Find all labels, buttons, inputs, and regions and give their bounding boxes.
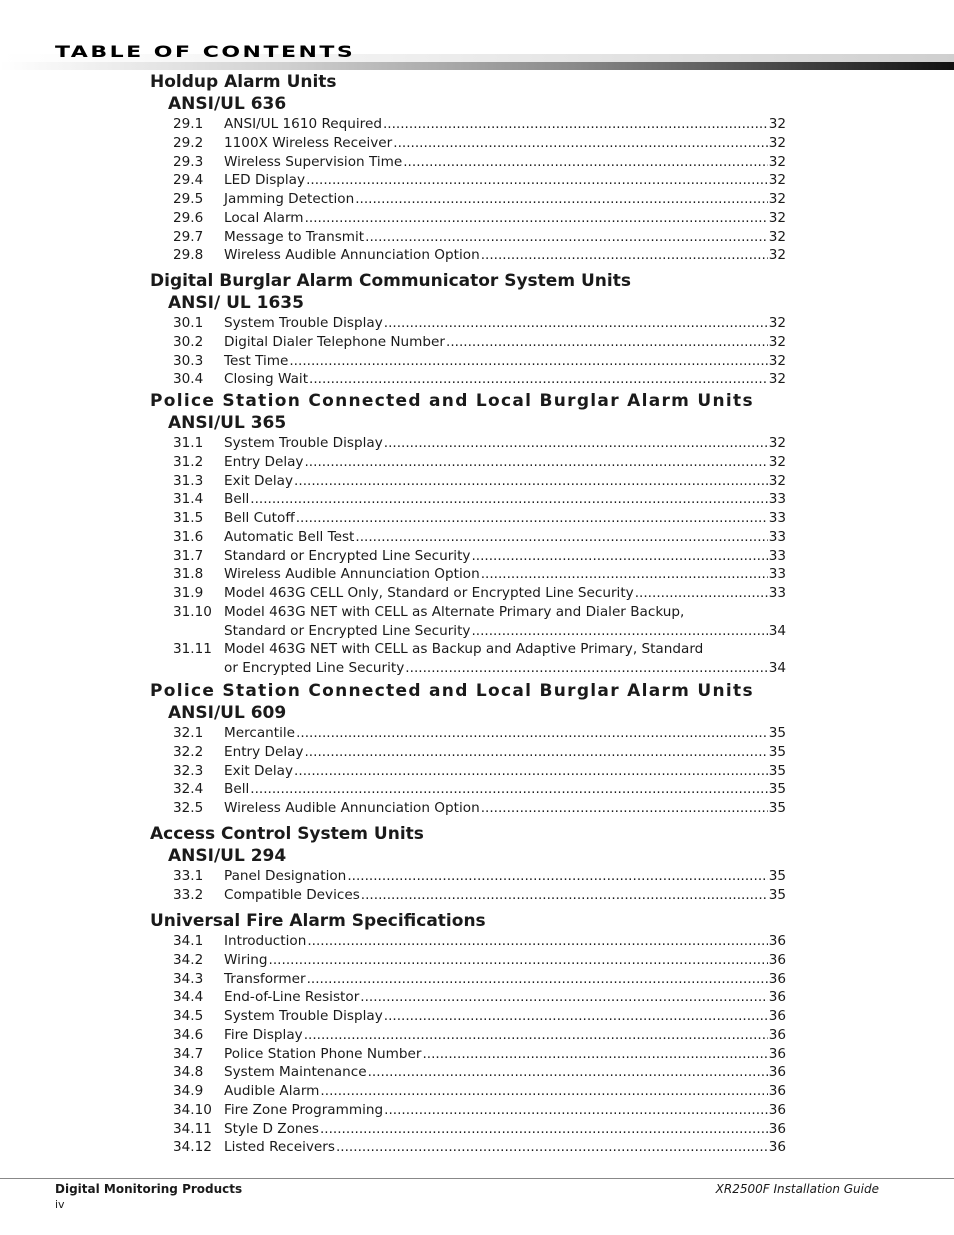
footer-rule bbox=[0, 1178, 954, 1179]
toc-entry[interactable] bbox=[150, 1026, 810, 1045]
footer-company: Digital Monitoring Products bbox=[55, 1182, 243, 1196]
entry-page-number: 32 bbox=[768, 134, 786, 151]
toc-section bbox=[150, 71, 810, 265]
entry-title: Introduction bbox=[224, 933, 307, 949]
entry-number: 29.6 bbox=[173, 209, 204, 226]
entry-title: Panel Designation bbox=[224, 868, 347, 884]
dot-leader bbox=[336, 1138, 768, 1157]
toc-entry[interactable] bbox=[150, 115, 810, 134]
entry-title: System Trouble Display bbox=[224, 315, 383, 331]
entry-number: 34.2 bbox=[173, 951, 204, 968]
entry-number: 33.2 bbox=[173, 886, 204, 903]
entry-title: Jamming Detection bbox=[224, 191, 355, 207]
entry-number: 34.1 bbox=[173, 933, 204, 949]
toc-entry[interactable] bbox=[150, 370, 810, 389]
section-subtitle: ANSI/UL 609 bbox=[168, 703, 287, 723]
dot-leader bbox=[289, 352, 767, 371]
entry-page-number: 33 bbox=[768, 528, 786, 545]
entry-page-number: 34 bbox=[768, 622, 786, 639]
entry-number: 31.7 bbox=[173, 547, 204, 564]
entry-number: 29.8 bbox=[173, 247, 204, 264]
toc-entry[interactable] bbox=[150, 228, 810, 247]
entry-title: Model 463G CELL Only, Standard or Encrypted Line Security bbox=[224, 585, 634, 601]
entry-number: 34.5 bbox=[173, 1008, 204, 1024]
entry-title: Bell bbox=[224, 491, 250, 508]
entry-title: LED Display bbox=[224, 172, 306, 189]
toc-section bbox=[150, 680, 810, 818]
dot-leader bbox=[305, 209, 768, 228]
dot-leader bbox=[360, 988, 767, 1007]
dot-leader bbox=[405, 659, 767, 678]
entry-title: Wireless Supervision Time bbox=[224, 153, 403, 170]
toc-entry[interactable] bbox=[150, 1138, 810, 1157]
dot-leader bbox=[250, 780, 767, 799]
entry-page-number: 33 bbox=[768, 585, 786, 601]
dot-leader bbox=[481, 246, 768, 265]
toc-entry[interactable] bbox=[150, 134, 810, 153]
dot-leader bbox=[446, 333, 768, 352]
toc-entry[interactable] bbox=[150, 153, 810, 172]
dot-leader bbox=[384, 1007, 768, 1026]
entry-number: 31.11 bbox=[173, 641, 212, 658]
entry-page-number: 32 bbox=[768, 352, 786, 369]
toc-entry[interactable] bbox=[150, 490, 810, 509]
entry-number: 34.9 bbox=[173, 1083, 204, 1099]
entry-title: Wiring bbox=[224, 951, 268, 968]
toc-entry[interactable] bbox=[150, 333, 810, 352]
entry-number: 29.4 bbox=[173, 172, 204, 189]
entry-title: Audible Alarm bbox=[224, 1083, 320, 1099]
dot-leader bbox=[294, 472, 768, 491]
entry-page-number: 32 bbox=[768, 472, 786, 489]
dot-leader bbox=[471, 547, 767, 566]
entry-title: Transformer bbox=[224, 970, 306, 987]
entry-page-number: 35 bbox=[768, 868, 786, 884]
entry-title: Message to Transmit bbox=[224, 228, 365, 245]
toc-entry[interactable] bbox=[150, 509, 810, 528]
toc-entry[interactable] bbox=[150, 472, 810, 491]
dot-leader bbox=[361, 886, 768, 905]
dot-leader bbox=[294, 762, 768, 781]
entry-title: ANSI/UL 1610 Required bbox=[224, 116, 382, 132]
section-title: Digital Burglar Alarm Communicator System Units bbox=[150, 271, 631, 291]
entry-title: Digital Dialer Telephone Number bbox=[224, 333, 445, 350]
toc-entry[interactable] bbox=[150, 640, 810, 678]
entry-title: Exit Delay bbox=[224, 472, 294, 489]
dot-leader bbox=[307, 932, 767, 951]
entry-title: Standard or Encrypted Line Security bbox=[224, 547, 471, 564]
entry-title-continued: Standard or Encrypted Line Security bbox=[224, 622, 471, 639]
entry-title: 1100X Wireless Receiver bbox=[224, 134, 393, 151]
entry-page-number: 36 bbox=[768, 1064, 786, 1081]
entry-number: 31.10 bbox=[173, 603, 212, 620]
entry-title: Bell Cutoff bbox=[224, 510, 295, 526]
toc-entry[interactable] bbox=[150, 547, 810, 566]
entry-title: Wireless Audible Annunciation Option bbox=[224, 566, 480, 583]
entry-title: Compatible Devices bbox=[224, 886, 360, 903]
section-subtitle: ANSI/ UL 1635 bbox=[168, 293, 304, 313]
entry-page-number: 32 bbox=[768, 247, 786, 264]
entry-page-number: 32 bbox=[768, 116, 786, 132]
entry-page-number: 36 bbox=[768, 1045, 786, 1062]
entry-number: 30.2 bbox=[173, 333, 204, 350]
entry-page-number: 32 bbox=[768, 315, 786, 331]
entry-title: System Maintenance bbox=[224, 1064, 367, 1081]
entry-number: 31.9 bbox=[173, 585, 204, 601]
entry-title: Wireless Audible Annunciation Option bbox=[224, 247, 480, 264]
dot-leader bbox=[471, 622, 767, 641]
toc-entry[interactable] bbox=[150, 565, 810, 584]
entry-number: 30.1 bbox=[173, 315, 204, 331]
dot-leader bbox=[481, 799, 768, 818]
entry-number: 32.2 bbox=[173, 743, 204, 760]
entry-page-number: 36 bbox=[768, 1139, 786, 1156]
dot-leader bbox=[365, 228, 768, 247]
toc-entry[interactable] bbox=[150, 1007, 810, 1026]
dot-leader bbox=[403, 153, 767, 172]
dot-leader bbox=[309, 370, 768, 389]
toc-entry[interactable] bbox=[150, 743, 810, 762]
section-subtitle: ANSI/UL 365 bbox=[168, 413, 287, 433]
entry-page-number: 32 bbox=[768, 435, 786, 451]
entry-number: 34.3 bbox=[173, 970, 204, 987]
entry-number: 34.11 bbox=[173, 1120, 212, 1137]
dot-leader bbox=[320, 1120, 768, 1139]
section-subtitle: ANSI/UL 636 bbox=[168, 94, 287, 114]
toc-entry[interactable] bbox=[150, 1063, 810, 1082]
toc-entry[interactable] bbox=[150, 1082, 810, 1101]
section-title: Universal Fire Alarm Specifications bbox=[150, 911, 486, 931]
entry-page-number: 36 bbox=[768, 1120, 786, 1137]
entry-number: 34.7 bbox=[173, 1045, 204, 1062]
dot-leader bbox=[306, 171, 768, 190]
toc-entry[interactable] bbox=[150, 584, 810, 603]
dot-leader bbox=[383, 115, 768, 134]
entry-number: 32.5 bbox=[173, 800, 204, 816]
entry-title: Automatic Bell Test bbox=[224, 528, 355, 545]
toc-entry[interactable] bbox=[150, 886, 810, 905]
entry-title: Bell bbox=[224, 781, 250, 798]
entry-number: 30.4 bbox=[173, 371, 204, 388]
entry-number: 34.4 bbox=[173, 989, 204, 1006]
toc-section bbox=[150, 910, 810, 1157]
toc-section bbox=[150, 270, 810, 389]
section-subtitle: ANSI/UL 294 bbox=[168, 846, 287, 866]
toc-entry[interactable] bbox=[150, 352, 810, 371]
entry-page-number: 36 bbox=[768, 989, 786, 1006]
entry-title: Model 463G NET with CELL as Backup and Adaptive Primary, Standard bbox=[224, 641, 704, 658]
dot-leader bbox=[422, 1045, 767, 1064]
entry-title: Wireless Audible Annunciation Option bbox=[224, 800, 480, 816]
entry-number: 29.1 bbox=[173, 116, 204, 132]
entry-title: Exit Delay bbox=[224, 762, 294, 779]
dot-leader bbox=[296, 724, 768, 743]
entry-page-number: 35 bbox=[768, 800, 786, 816]
toc-entry[interactable] bbox=[150, 603, 810, 641]
dot-leader bbox=[384, 314, 768, 333]
entry-page-number: 36 bbox=[768, 933, 786, 949]
entry-title: Style D Zones bbox=[224, 1120, 319, 1137]
toc-entry[interactable] bbox=[150, 453, 810, 472]
dot-leader bbox=[368, 1063, 768, 1082]
entry-number: 31.3 bbox=[173, 472, 204, 489]
entry-number: 29.3 bbox=[173, 153, 204, 170]
toc-entry[interactable] bbox=[150, 799, 810, 818]
toc-entry[interactable] bbox=[150, 970, 810, 989]
entry-number: 31.6 bbox=[173, 528, 204, 545]
dot-leader bbox=[304, 1026, 768, 1045]
section-title: Police Station Connected and Local Burglar Alarm Units bbox=[150, 681, 754, 701]
entry-title: End-of-Line Resistor bbox=[224, 989, 360, 1006]
entry-page-number: 35 bbox=[768, 762, 786, 779]
entry-page-number: 33 bbox=[768, 566, 786, 583]
entry-page-number: 32 bbox=[768, 453, 786, 470]
toc-entry[interactable] bbox=[150, 246, 810, 265]
entry-number: 33.1 bbox=[173, 868, 204, 884]
entry-page-number: 33 bbox=[768, 491, 786, 508]
entry-number: 32.3 bbox=[173, 762, 204, 779]
footer-page-number: iv bbox=[55, 1198, 65, 1211]
entry-page-number: 35 bbox=[768, 743, 786, 760]
entry-number: 29.2 bbox=[173, 134, 204, 151]
entry-number: 30.3 bbox=[173, 352, 204, 369]
toc-entry[interactable] bbox=[150, 780, 810, 799]
dot-leader bbox=[304, 743, 767, 762]
toc-entry[interactable] bbox=[150, 932, 810, 951]
entry-page-number: 36 bbox=[768, 1083, 786, 1099]
entry-page-number: 34 bbox=[768, 660, 786, 676]
dot-leader bbox=[347, 867, 767, 886]
toc-entry[interactable] bbox=[150, 867, 810, 886]
dot-leader bbox=[393, 134, 767, 153]
toc-entry[interactable] bbox=[150, 528, 810, 547]
entry-page-number: 33 bbox=[768, 547, 786, 564]
entry-page-number: 35 bbox=[768, 781, 786, 798]
toc-section bbox=[150, 823, 810, 905]
entry-title: Test Time bbox=[224, 352, 289, 369]
toc-entry[interactable] bbox=[150, 762, 810, 781]
dot-leader bbox=[307, 970, 768, 989]
dot-leader bbox=[481, 565, 768, 584]
entry-page-number: 36 bbox=[768, 970, 786, 987]
entry-page-number: 32 bbox=[768, 153, 786, 170]
toc-entry[interactable] bbox=[150, 434, 810, 453]
dot-leader bbox=[384, 434, 768, 453]
entry-page-number: 32 bbox=[768, 371, 786, 388]
toc-entry[interactable] bbox=[150, 190, 810, 209]
entry-page-number: 35 bbox=[768, 886, 786, 903]
entry-page-number: 32 bbox=[768, 333, 786, 350]
dot-leader bbox=[355, 528, 767, 547]
toc-entry[interactable] bbox=[150, 951, 810, 970]
entry-title: Fire Display bbox=[224, 1026, 303, 1043]
entry-title: System Trouble Display bbox=[224, 1008, 383, 1024]
dot-leader bbox=[296, 509, 768, 528]
dot-leader bbox=[269, 951, 768, 970]
entry-title-continued: or Encrypted Line Security bbox=[224, 660, 405, 676]
entry-page-number: 32 bbox=[768, 191, 786, 207]
section-title: Access Control System Units bbox=[150, 824, 424, 844]
dot-leader bbox=[304, 453, 767, 472]
entry-title: Entry Delay bbox=[224, 743, 304, 760]
entry-number: 31.5 bbox=[173, 510, 204, 526]
entry-page-number: 32 bbox=[768, 228, 786, 245]
entry-page-number: 36 bbox=[768, 951, 786, 968]
entry-number: 29.7 bbox=[173, 228, 204, 245]
toc-entry[interactable] bbox=[150, 724, 810, 743]
toc-entry[interactable] bbox=[150, 314, 810, 333]
entry-number: 32.1 bbox=[173, 725, 204, 741]
entry-title: Closing Wait bbox=[224, 371, 309, 388]
entry-number: 31.2 bbox=[173, 453, 204, 470]
entry-page-number: 32 bbox=[768, 209, 786, 226]
entry-number: 32.4 bbox=[173, 781, 204, 798]
toc-section bbox=[150, 390, 810, 678]
entry-page-number: 36 bbox=[768, 1101, 786, 1118]
dot-leader bbox=[320, 1082, 767, 1101]
page-title: TABLE OF CONTENTS bbox=[55, 43, 356, 62]
entry-number: 31.4 bbox=[173, 491, 204, 508]
entry-number: 34.10 bbox=[173, 1101, 212, 1118]
entry-title: Police Station Phone Number bbox=[224, 1045, 422, 1062]
entry-title: System Trouble Display bbox=[224, 435, 383, 451]
dot-leader bbox=[384, 1101, 768, 1120]
toc-entry[interactable] bbox=[150, 209, 810, 228]
entry-title: Local Alarm bbox=[224, 209, 304, 226]
dot-leader bbox=[250, 490, 767, 509]
entry-number: 34.8 bbox=[173, 1064, 204, 1081]
entry-page-number: 36 bbox=[768, 1008, 786, 1024]
header-rule bbox=[0, 62, 954, 70]
section-title: Police Station Connected and Local Burglar Alarm Units bbox=[150, 391, 754, 411]
toc-entry[interactable] bbox=[150, 988, 810, 1007]
entry-number: 29.5 bbox=[173, 191, 204, 207]
entry-title: Entry Delay bbox=[224, 453, 304, 470]
toc-entry[interactable] bbox=[150, 1120, 810, 1139]
entry-page-number: 36 bbox=[768, 1026, 786, 1043]
entry-number: 31.8 bbox=[173, 566, 204, 583]
entry-title: Listed Receivers bbox=[224, 1139, 335, 1156]
entry-title: Model 463G NET with CELL as Alternate Primary and Dialer Backup, bbox=[224, 603, 685, 620]
entry-title: Fire Zone Programming bbox=[224, 1101, 384, 1118]
entry-number: 31.1 bbox=[173, 435, 204, 451]
entry-number: 34.6 bbox=[173, 1026, 204, 1043]
toc-entry[interactable] bbox=[150, 171, 810, 190]
section-title: Holdup Alarm Units bbox=[150, 72, 337, 92]
toc-entry[interactable] bbox=[150, 1045, 810, 1064]
toc-entry[interactable] bbox=[150, 1101, 810, 1120]
entry-page-number: 32 bbox=[768, 172, 786, 189]
footer-guide-title: XR2500F Installation Guide bbox=[715, 1182, 879, 1196]
entry-title: Mercantile bbox=[224, 725, 296, 741]
entry-number: 34.12 bbox=[173, 1139, 212, 1156]
dot-leader bbox=[355, 190, 767, 209]
entry-page-number: 33 bbox=[768, 510, 786, 526]
entry-page-number: 35 bbox=[768, 725, 786, 741]
dot-leader bbox=[635, 584, 768, 603]
